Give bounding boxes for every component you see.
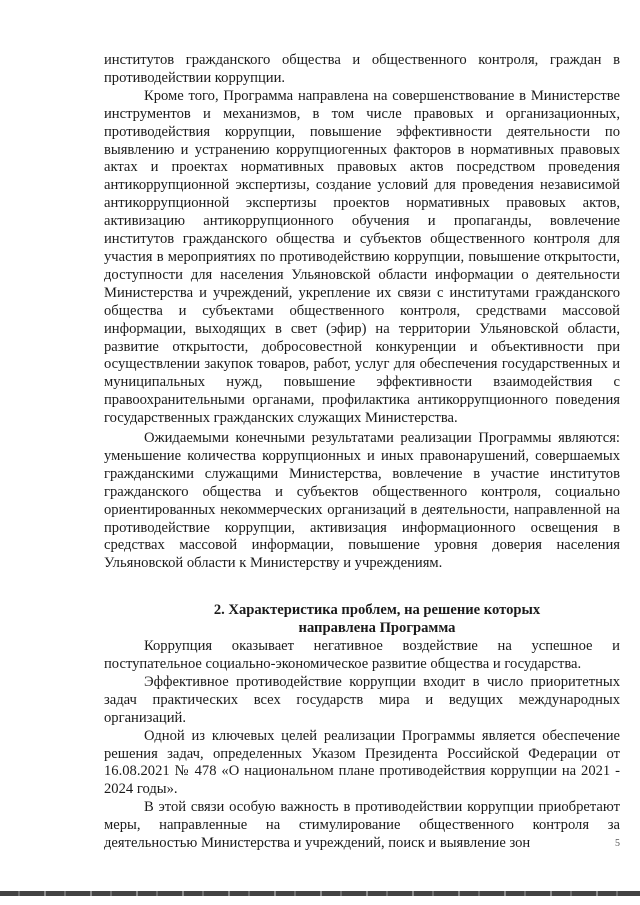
paragraph-corruption-impact: Коррупция оказывает негативное воздействие на успешное и поступательное социально-экономическое развитие общества и государства. xyxy=(104,638,620,672)
paragraph-key-goal: Одной из ключевых целей реализации Программы является обеспечение решения задач, определенных Указом Президента Российской Федерации от 16.08.2021 № 478 «О национальном плане противодействия коррупции на 2021 - 2024 годы». xyxy=(104,727,620,798)
section-heading-line2: направлена Программа xyxy=(298,620,456,637)
paragraph-public-control: В этой связи особую важность в противодействии коррупции приобретают меры, направленные на стимулирование общественного контроля за деятельностью Министерства и учреждений, поиск и выявление зон xyxy=(104,799,620,852)
paragraph-priority-tasks: Эффективное противодействие коррупции входит в число приоритетных задач практических всех государств мира и ведущих международных организаций. xyxy=(104,673,620,726)
section-heading xyxy=(104,602,620,638)
paragraph-expected-results: Ожидаемыми конечными результатами реализации Программы являются: уменьшение количества коррупционных и иных правонарушений, совершаемых гражданскими служащими Министерства, вовлечение в участие институтов гражданского общества и субъектов общественного контроля, социально ориентированных некоммерческих организаций в деятельности, направленной на противодействие коррупции, активизация информационного освещения в средствах массовой информации, повышение уровня доверия населения Ульяновской области к Министерству и учреждениям. xyxy=(104,430,620,572)
paragraph-continuation: институтов гражданского общества и общественного контроля, граждан в противодействии коррупции. xyxy=(104,52,620,86)
section-heading-line1: 2. Характеристика проблем, на решение которых xyxy=(213,602,541,619)
scan-edge-artifact xyxy=(0,891,640,896)
document-page xyxy=(104,52,620,853)
paragraph-program-goals: Кроме того, Программа направлена на совершенствование в Министерстве инструментов и механизмов, в том числе правовых и организационных, противодействия коррупции, повышение эффективности деятельности по выявлению и устранению коррупциогенных факторов в нормативных правовых актах и проектах нормативных правовых актов посредством проведения антикоррупционной экспертизы, создание условий для проведения независимой антикоррупционной экспертизы проектов нормативных правовых актов, активизацию антикоррупционного обучения и пропаганды, вовлечение институтов гражданского общества и субъектов общественного контроля для участия в мероприятиях по противодействию коррупции, повышение открытости, доступности для населения Ульяновской области информации о деятельности Министерства и учреждений, укрепление их связи с институтами гражданского общества и субъектами общественного контроля, средствами массовой информации, выходящих в свет (эфир) на территории Ульяновской области, развитие открытости, добросовестной конкуренции и объективности при осуществлении закупок товаров, работ, услуг для обеспечения государственных и муниципальных нужд, повышение эффективности взаимодействия с правоохранительными органами, профилактика антикоррупционного поведения государственных гражданских служащих Министерства. xyxy=(104,87,620,427)
page-number: 5 xyxy=(615,838,620,849)
